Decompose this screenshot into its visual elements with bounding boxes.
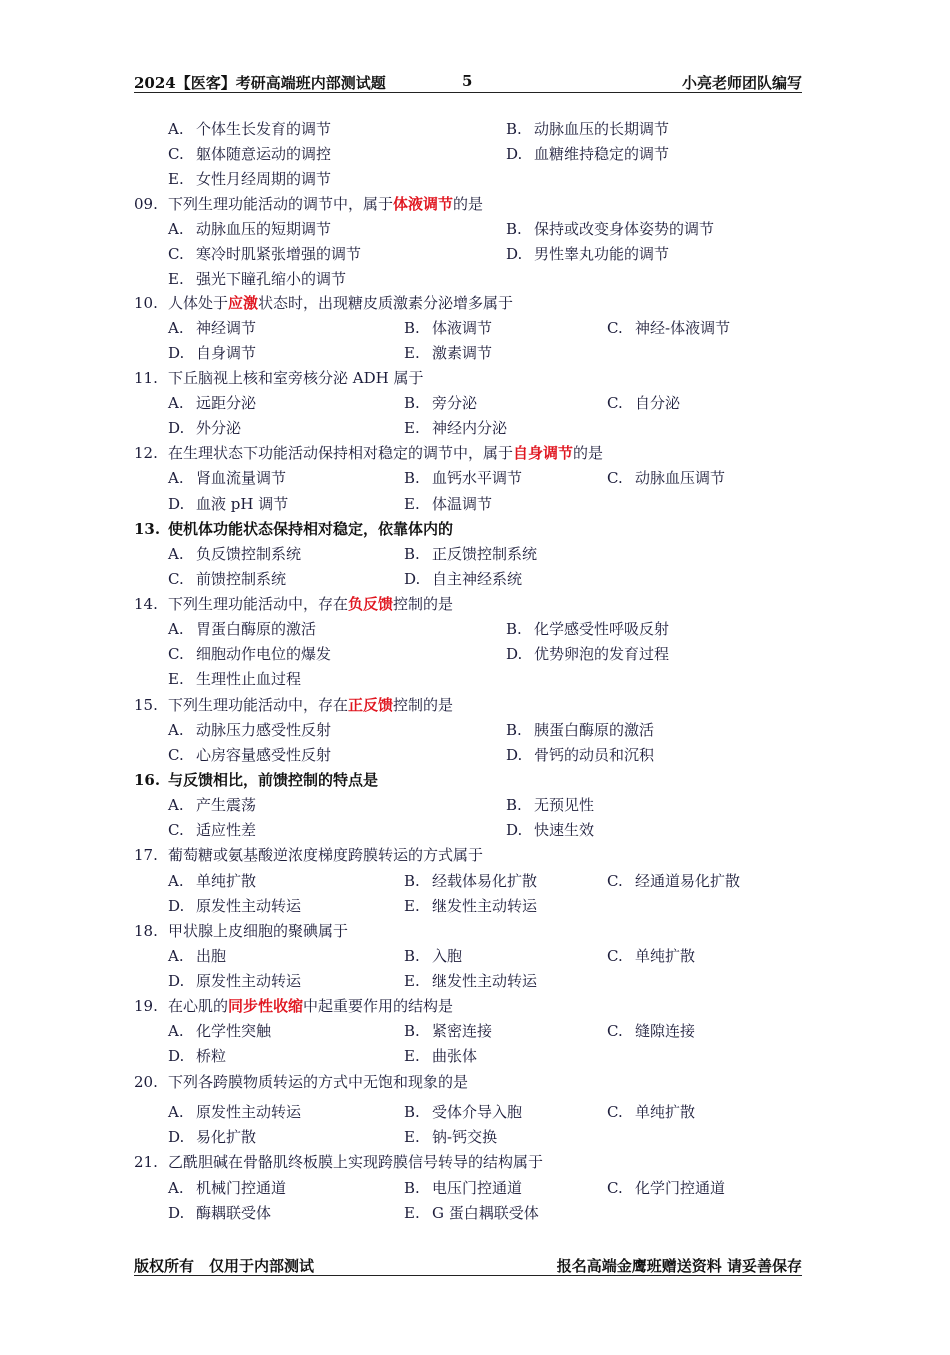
- q18-option-c: C. 单纯扩散: [607, 947, 696, 965]
- q11-option-b: B. 旁分泌: [404, 394, 478, 412]
- q10-option-b: B. 体液调节: [404, 319, 493, 337]
- footer-copyright: 版权所有 仅用于内部测试: [134, 1257, 315, 1275]
- q08-option-a: A. 个体生长发育的调节: [168, 120, 332, 138]
- q18-option-b: B. 入胞: [404, 947, 463, 965]
- q11-stem: 11. 下丘脑视上核和室旁核分泌 ADH 属于: [134, 369, 424, 387]
- q20-option-d: D. 易化扩散: [168, 1128, 257, 1146]
- q15-option-a: A. 动脉压力感受性反射: [168, 721, 332, 739]
- q10-option-d: D. 自身调节: [168, 344, 257, 362]
- q21-option-d: D. 酶耦联受体: [168, 1204, 272, 1222]
- q14-option-d: D. 优势卵泡的发育过程: [506, 645, 670, 663]
- q13-option-c: C. 前馈控制系统: [168, 570, 287, 588]
- page-footer: [134, 1253, 802, 1276]
- q15-option-d: D. 骨钙的动员和沉积: [506, 746, 655, 764]
- q15-stem: 15. 下列生理功能活动中，存在正反馈控制的是: [134, 696, 454, 714]
- q13-option-d: D. 自主神经系统: [404, 570, 523, 588]
- q08-option-c: C. 躯体随意运动的调控: [168, 145, 332, 163]
- q20-option-b: B. 受体介导入胞: [404, 1103, 523, 1121]
- q18-option-a: A. 出胞: [168, 947, 227, 965]
- q09-option-c: C. 寒冷时肌紧张增强的调节: [168, 245, 362, 263]
- q17-option-c: C. 经通道易化扩散: [607, 872, 741, 890]
- q16-option-b: B. 无预见性: [506, 796, 595, 814]
- q12-option-a: A. 肾血流量调节: [168, 469, 287, 487]
- q12-option-e: E. 体温调节: [404, 495, 493, 513]
- q20-stem: 20. 下列各跨膜物质转运的方式中无饱和现象的是: [134, 1073, 469, 1091]
- q18-stem: 18. 甲状腺上皮细胞的聚碘属于: [134, 922, 349, 940]
- q09-option-d: D. 男性睾丸功能的调节: [506, 245, 670, 263]
- page-header: [134, 70, 802, 93]
- q19-option-b: B. 紧密连接: [404, 1022, 493, 1040]
- q21-option-e: E. G 蛋白耦联受体: [404, 1204, 539, 1222]
- q19-option-d: D. 桥粒: [168, 1047, 227, 1065]
- q12-option-b: B. 血钙水平调节: [404, 469, 523, 487]
- q15-option-b: B. 胰蛋白酶原的激活: [506, 721, 655, 739]
- q19-stem: 19. 在心肌的同步性收缩中起重要作用的结构是: [134, 997, 454, 1015]
- q11-option-a: A. 远距分泌: [168, 394, 257, 412]
- q21-option-b: B. 电压门控通道: [404, 1179, 523, 1197]
- q12-stem: 12. 在生理状态下功能活动保持相对稳定的调节中，属于自身调节的是: [134, 444, 604, 462]
- q17-stem: 17. 葡萄糖或氨基酸逆浓度梯度跨膜转运的方式属于: [134, 846, 484, 864]
- q20-option-c: C. 单纯扩散: [607, 1103, 696, 1121]
- q21-option-a: A. 机械门控通道: [168, 1179, 287, 1197]
- q10-option-e: E. 激素调节: [404, 344, 493, 362]
- q10-stem: 10. 人体处于应激状态时，出现糖皮质激素分泌增多属于: [134, 294, 514, 312]
- q10-option-a: A. 神经调节: [168, 319, 257, 337]
- q11-option-e: E. 神经内分泌: [404, 419, 508, 437]
- q16-option-c: C. 适应性差: [168, 821, 257, 839]
- q13-option-a: A. 负反馈控制系统: [168, 545, 302, 563]
- q08-option-e: E. 女性月经周期的调节: [168, 170, 332, 188]
- header-author: 小亮老师团队编写: [681, 74, 802, 92]
- footer-note: 报名高端金鹰班赠送资料 请妥善保存: [556, 1257, 802, 1275]
- q08-option-b: B. 动脉血压的长期调节: [506, 120, 670, 138]
- q21-stem: 21. 乙酰胆碱在骨骼肌终板膜上实现跨膜信号转导的结构属于: [134, 1153, 544, 1171]
- q16-option-a: A. 产生震荡: [168, 796, 257, 814]
- q17-option-e: E. 继发性主动转运: [404, 897, 538, 915]
- q13-option-b: B. 正反馈控制系统: [404, 545, 538, 563]
- header-title: 2024【医客】考研高端班内部测试题: [134, 74, 386, 92]
- q14-option-c: C. 细胞动作电位的爆发: [168, 645, 332, 663]
- q14-option-e: E. 生理性止血过程: [168, 670, 302, 688]
- q18-option-e: E. 继发性主动转运: [404, 972, 538, 990]
- q17-option-a: A. 单纯扩散: [168, 872, 257, 890]
- q17-option-b: B. 经载体易化扩散: [404, 872, 538, 890]
- q08-option-d: D. 血糖维持稳定的调节: [506, 145, 670, 163]
- q15-option-c: C. 心房容量感受性反射: [168, 746, 332, 764]
- q19-option-a: A. 化学性突触: [168, 1022, 272, 1040]
- q19-option-e: E. 曲张体: [404, 1047, 478, 1065]
- q14-stem: 14. 下列生理功能活动中，存在负反馈控制的是: [134, 595, 454, 613]
- q18-option-d: D. 原发性主动转运: [168, 972, 302, 990]
- q09-option-b: B. 保持或改变身体姿势的调节: [506, 220, 715, 238]
- q13-stem: 13. 使机体功能状态保持相对稳定，依靠体内的: [134, 520, 454, 538]
- q12-option-d: D. 血液 pH 调节: [168, 495, 289, 513]
- q20-option-e: E. 钠-钙交换: [404, 1128, 498, 1146]
- q09-option-e: E. 强光下瞳孔缩小的调节: [168, 270, 347, 288]
- q10-option-c: C. 神经-体液调节: [607, 319, 731, 337]
- q11-option-c: C. 自分泌: [607, 394, 681, 412]
- q16-stem: 16. 与反馈相比，前馈控制的特点是: [134, 771, 379, 789]
- q20-option-a: A. 原发性主动转运: [168, 1103, 302, 1121]
- q19-option-c: C. 缝隙连接: [607, 1022, 696, 1040]
- q12-option-c: C. 动脉血压调节: [607, 469, 726, 487]
- q21-option-c: C. 化学门控通道: [607, 1179, 726, 1197]
- q14-option-b: B. 化学感受性呼吸反射: [506, 620, 670, 638]
- q14-option-a: A. 胃蛋白酶原的激活: [168, 620, 317, 638]
- q09-stem: 09. 下列生理功能活动的调节中，属于体液调节的是: [134, 195, 484, 213]
- q09-option-a: A. 动脉血压的短期调节: [168, 220, 332, 238]
- q17-option-d: D. 原发性主动转运: [168, 897, 302, 915]
- q11-option-d: D. 外分泌: [168, 419, 242, 437]
- q16-option-d: D. 快速生效: [506, 821, 595, 839]
- page-number: 5: [462, 72, 473, 90]
